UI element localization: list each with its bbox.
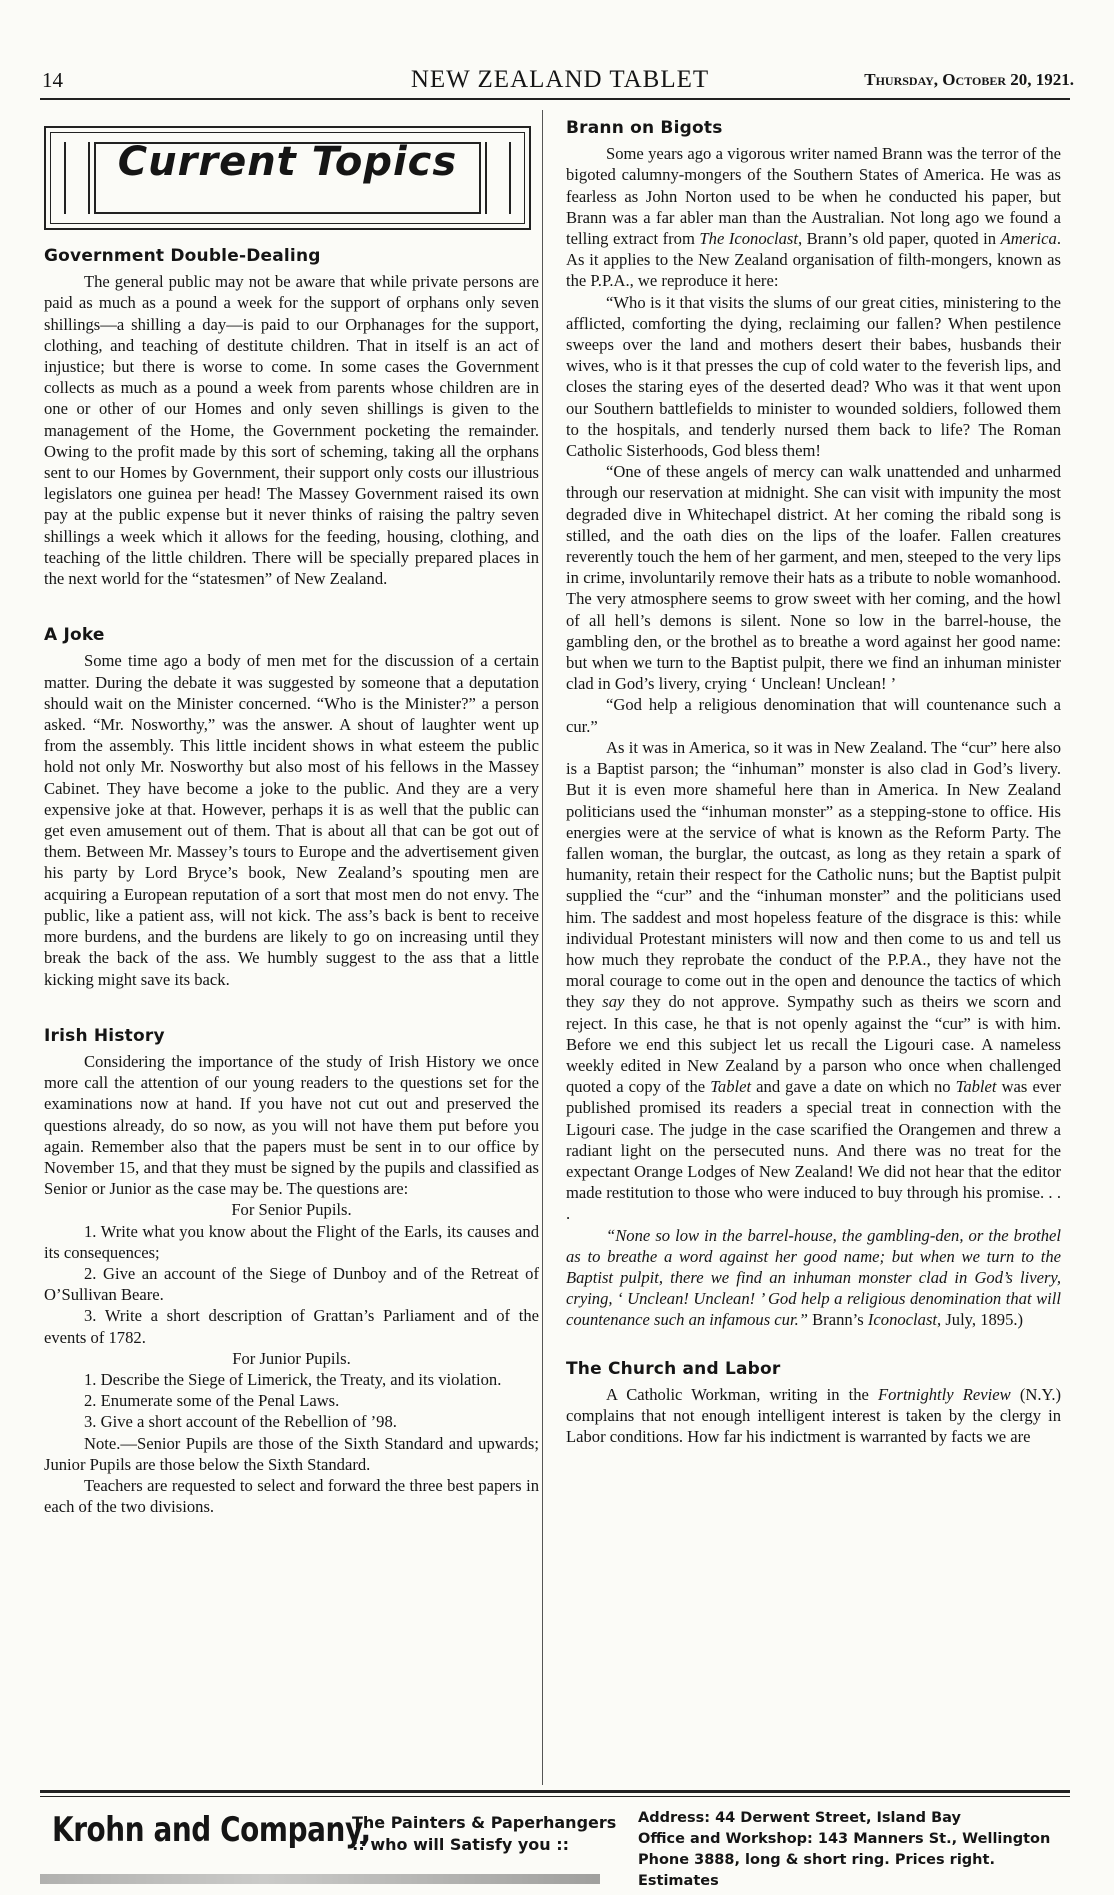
column-divider: [542, 110, 543, 1785]
footer-rule: [40, 1790, 1070, 1793]
advert-brand: Krohn and Company,: [52, 1810, 371, 1850]
current-topics-banner: [44, 126, 531, 230]
advert-address-line: Address: 44 Derwent Street, Island Bay: [638, 1810, 961, 1826]
paragraph: “Who is it that visits the slums of our great cities, ministering to the afflicted, comforting the dying, reclaiming our fallen? When pestilence sweeps over the land and mothers desert their babes, husbands their wives, who is it that presses the cup of cold water to the feverish lips, and closes the staring eyes of the deserted dead? Who was it that went upon our Southern battlefields to minister to wounded soldiers, followed them to the hospitals, and tenderly nursed them back to life? The Roman Catholic Sisterhoods, God bless them!: [566, 292, 1061, 461]
question-item: 3. Give a short account of the Rebellion of ’98.: [84, 1412, 397, 1432]
issue-date: Thursday, October 20, 1921.: [864, 70, 1074, 89]
heading-government-double-dealing: Government Double-Dealing: [44, 246, 321, 266]
advertisement: [40, 1802, 1080, 1888]
right-column: [566, 118, 1061, 1447]
page-number: 14: [42, 68, 63, 92]
advert-tagline: [352, 1812, 616, 1856]
advert-tagline-line: :: who will Satisfy you ::: [352, 1835, 570, 1854]
paragraph: The general public may not be aware that while private persons are paid as much as a pound a week for the support of orphans only seven shillings—a shilling a day—is paid to our Orphanages for the support, clothing, and teaching of destitute children. That in itself is an act of injustice; but there is worse to come. In some cases the Government collects as much as a pound a week from parents whose children are in one or other of our Homes and only seven shillings is given to the management of the Home, the Government pocketing the remainder. Owing to the profit made by this sort of scheming, taking all the orphans sent to our Homes by Government, their support only costs our illustrious legislators one guinea per head! The Massey Government raised its own pay at the public expense but it never thinks of raising the paltry seven shillings a week which it allows for the feeding, housing, clothing, and teaching of the little children. There will be specially prepared places in the next world for the “statesmen” of New Zealand.: [44, 272, 539, 589]
paragraph: “None so low in the barrel-house, the gambling-den, or the brothel as to breathe a word against her good name; but when we turn to the Baptist pulpit, there we find an inhuman monster clad in God’s livery, crying, ‘ Unclean! Unclean! ’ God help a religious denomination that will countenance such an infamous cur.” Brann’s Iconoclast, July, 1895.): [566, 1225, 1061, 1330]
paragraph: Teachers are requested to select and forward the three best papers in each of the two divisions.: [44, 1475, 539, 1517]
paragraph: “One of these angels of mercy can walk unattended and unharmed through our reservation at midnight. She can visit with impunity the most degraded dive in Whitechapel district. At her coming the ribald song is stilled, and the oath dies on the lips of the loafer. Fallen creatures reverently touch the hem of her garment, and men, steeped to the very lips in crime, involuntarily remove their hats as a tribute to noble womanhood. The very atmosphere seems to grow sweet with her coming, and the howl of all hell’s demons is silent. None so low in the barrel-house, the gambling den, or the brothel as to breathe a word against her good name: but when we turn to the Baptist pulpit, there we find an inhuman minister clad in God’s livery, crying ‘ Unclean! Unclean! ’: [566, 462, 1061, 694]
question-item: 2. Enumerate some of the Penal Laws.: [84, 1391, 340, 1411]
advert-address-line: Office and Workshop: 143 Manners St., Wellington: [638, 1831, 1051, 1847]
heading-brann-on-bigots: Brann on Bigots: [566, 118, 723, 138]
advert-address-line: Phone 3888, long & short ring. Prices right. Estimates: [638, 1852, 995, 1889]
masthead-rule: [40, 98, 1070, 100]
paragraph: Some years ago a vigorous writer named Brann was the terror of the bigoted calumny-mongers of the Southern States of America. He was as fearless as John Norton used to be when he conducted his paper, but Brann was a far abler man than the Australian. Not long ago we found a telling extract from The Iconoclast, Brann’s old paper, quoted in America. As it applies to the New Zealand organisation of filth-mongers, known as the P.P.A., we reproduce it here:: [566, 144, 1061, 291]
paragraph: Considering the importance of the study of Irish History we once more call the attention of our young readers to the questions set for the examinations now at hand. If you have not cut out and preserved the questions already, do so now, as you will not have them put before you again. Remember also that the papers must be sent in to our office by November 15, and that they must be signed by the pupils and classified as Senior or Junior as the case may be. The questions are:: [44, 1051, 539, 1199]
newspaper-title: NEW ZEALAND TABLET: [410, 66, 710, 93]
advert-address: [638, 1808, 1080, 1892]
paragraph: As it was in America, so it was in New Zealand. The “cur” here also is a Baptist parson; the “inhuman” monster is also clad in God’s livery. But it is even more shameful here than in America. In New Zealand politicians used the “inhuman monster” as a stepping-stone to office. His energies were at the service of what is known as the Reform Party. The fallen woman, the burglar, the outcast, as long as they retain a spark of humanity, retain their respect for the Catholic nuns; but the Baptist pulpit supplied the “cur” and the “inhuman monster” and the politicians used him. The saddest and most hopeless feature of the disgrace is this: while individual Protestant ministers will now and then come to us and tell us how much they reprobate the conduct of the P.P.A., they have not the moral courage to come out in the open and denounce the tactics of which they say they do not approve. Sympathy such as theirs we scorn and reject. In this case, he that is not openly against the “cur” is with him. Before we end this subject let us recall the Ligouri case. A nameless weekly edited in New Zealand by a parson who once when challenged quoted a copy of the Tablet and gave a date on which no Tablet was ever published promised its readers a special treat in connection with the Ligouri case. The judge in the case scarified the Orangemen and threw a radiant light on the persecuted nuns. And there was no treat for the expectant Orange Lodges of New Zealand! We did not hear that the editor made restitution to those who were induced to buy through his promise. . . .: [566, 737, 1062, 1224]
heading-irish-history: Irish History: [44, 1025, 165, 1046]
heading-a-joke: A Joke: [44, 625, 105, 646]
paragraph: Some time ago a body of men met for the discussion of a certain matter. During the debate it was suggested by someone that a deputation should wait on the Minister concerned. “Who is the Minister?” a person asked. “Mr. Nosworthy,” was the answer. A shout of laughter went up from the assembly. This little incident shows in what esteem the public hold not only Mr. Nosworthy but also most of his fellows in the Massey Cabinet. They have become a joke to the public. And they are a very expensive joke at that. However, perhaps it is as well that the public can get even amusement out of them. That is about all that can be got out of them. Between Mr. Massey’s tours to Europe and the advertisement given his party by Lord Bryce’s book, New Zealand’s spouting men are acquiring a European reputation of a sort that most men do not envy. The public, like a patient ass, will not kick. The ass’s back is bent to receive more burdens, and the burdens are likely to go on increasing until they break the back of the ass. We humbly suggest to the ass that a little kicking might save its back.: [44, 651, 539, 989]
paragraph: Note.—Senior Pupils are those of the Sixth Standard and upwards; Junior Pupils are those below the Sixth Standard.: [44, 1433, 539, 1474]
masthead: [40, 64, 1080, 98]
paragraph: “God help a religious denomination that will countenance such a cur.”: [566, 695, 1061, 736]
question-item: 1. Write what you know about the Flight of the Earls, its causes and its consequences;: [44, 1221, 539, 1262]
footer-rule-thin: [40, 1796, 1070, 1797]
banner-title: Current Topics: [117, 139, 458, 185]
junior-pupils-heading: For Junior Pupils.: [232, 1348, 351, 1368]
senior-pupils-heading: For Senior Pupils.: [231, 1200, 352, 1220]
question-item: 1. Describe the Siege of Limerick, the Treaty, and its violation.: [84, 1369, 502, 1389]
paragraph: A Catholic Workman, writing in the Fortnightly Review (N.Y.) complains that not enough intelligent interest is taken by the clergy in Labor conditions. How far his indictment is warranted by facts we are: [566, 1384, 1061, 1447]
heading-church-and-labor: The Church and Labor: [566, 1358, 781, 1379]
advert-tagline-line: The Painters & Paperhangers: [352, 1813, 617, 1832]
advert-decorative-strip: [40, 1874, 600, 1884]
question-item: 3. Write a short description of Grattan’s Parliament and of the events of 1782.: [44, 1306, 539, 1347]
left-column: [44, 118, 539, 1517]
question-item: 2. Give an account of the Siege of Dunboy and of the Retreat of O’Sullivan Beare.: [44, 1263, 539, 1305]
